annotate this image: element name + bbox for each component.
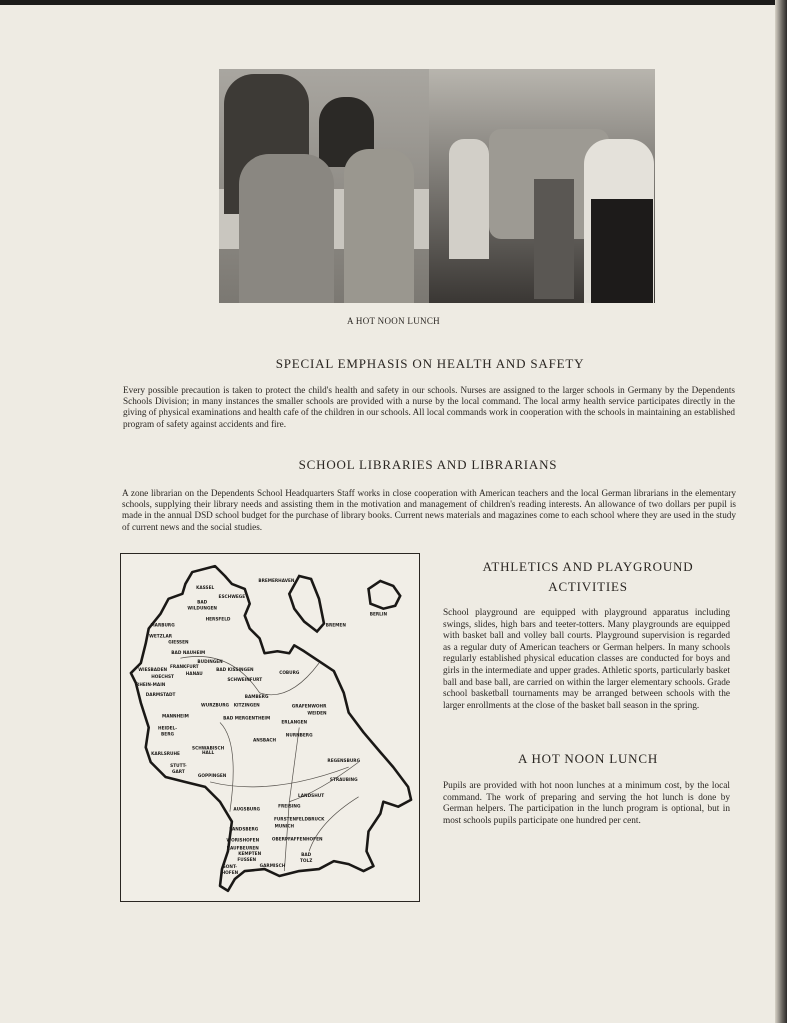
map-label-coburg: COBURG: [279, 671, 300, 677]
athletics-heading-line1: ATHLETICS AND PLAYGROUND: [482, 559, 694, 574]
health-safety-body: Every possible precaution is taken to protect the child's health and safety in our schools. Nurses are assigned to the larger schools in Germany by the Dependents Schools Division; in many instances the smaller schools are provided with a nurse by the local command. The local army health service participates directly in the giving of physical examinations and health cafe of the children in our schools. All local commands work in cooperation with the schools in maintaining an established program of safety against accidents and fire.: [123, 385, 735, 429]
scan-edge-top: [0, 0, 787, 5]
map-label-munich: MUNICH: [274, 824, 295, 830]
map-label-darmstadt: DARMSTADT: [145, 692, 176, 698]
map-label-wetzlar: WETZLAR: [149, 634, 173, 640]
map-label-worishofen: WORISHOFEN: [226, 838, 260, 844]
map-label-furstenfeldbruck: FURSTENFELDBRUCK: [273, 817, 325, 823]
map-label-wurzburg: WURZBURG: [201, 703, 230, 709]
map-label-grafenwohr: GRAFENWOHR: [291, 704, 327, 710]
map-label-berlin: BERLIN: [369, 612, 388, 618]
map-label-giessen: GIESSEN: [168, 640, 189, 646]
map-label-hofen: HOFEN: [221, 871, 239, 877]
photo-caption: A HOT NOON LUNCH: [347, 316, 440, 326]
athletics-heading-line2: ACTIVITIES: [548, 579, 628, 594]
map-label-kaufbeuren: KAUFBEUREN: [226, 846, 259, 852]
map-label-freising: FREISING: [278, 804, 301, 810]
map-label-bremen: BREMEN: [325, 623, 346, 629]
map-label-eschwege: ESCHWEGE: [218, 594, 246, 600]
map-label-regensburg: REGENSBURG: [327, 759, 361, 765]
map-label-bad: BAD: [197, 600, 208, 606]
map-label-bremerhaven: BREMERHAVEN: [258, 578, 295, 584]
map-label-landsberg: LANDSBERG: [229, 827, 259, 833]
map-label-bad-mergentheim: BAD MERGENTHEIM: [223, 716, 271, 722]
map-label-garmisch: GARMISCH: [259, 864, 286, 870]
map-label-goppingen: GOPPINGEN: [197, 773, 227, 779]
map-label-ansbach: ANSBACH: [252, 738, 277, 744]
map-label-nurnberg: NURNBERG: [285, 733, 313, 739]
lunch-heading: A HOT NOON LUNCH: [517, 751, 659, 766]
map-label-fussen: FUSSEN: [237, 858, 257, 864]
us-zone-schools-map: [120, 553, 420, 902]
map-label-heidel: HEIDEL-: [158, 726, 178, 732]
scan-edge-right: [775, 0, 787, 1023]
map-label-kempten: KEMPTEN: [238, 852, 262, 858]
map-label-hoechst: HOECHST: [151, 674, 174, 680]
map-label-tolz: TOLZ: [299, 859, 313, 865]
map-label-gart: GART: [172, 770, 185, 776]
map-label-bad-kissingen: BAD KISSINGEN: [216, 668, 254, 674]
map-label-marburg: MARBURG: [150, 623, 175, 629]
map-label-schwabisch: SCHWABISCH: [192, 746, 225, 752]
health-safety-heading: SPECIAL EMPHASIS ON HEALTH AND SAFETY: [275, 356, 585, 371]
map-label-stutt: STUTT-: [170, 764, 187, 770]
map-label-hersfeld: HERSFELD: [205, 617, 231, 623]
lunch-body: Pupils are provided with hot noon lunches at a minimum cost, by the local command. The work of preparing and serving the hot lunch is done by German helpers. The participation in the lunch program is optional, but in most schools pupils participate one hundred per cent.: [443, 781, 730, 826]
athletics-body: School playground are equipped with playground apparatus including swings, slides, high bars and teeter-totters. Many playgrounds are equipped with basket ball and volley ball courts. Playground supervision is regarded as a regular duty of American teachers or German helpers. In many schools regularly established physical education classes are conducted for boys and girls in the intermediate and upper grades. Athletic sports, particularly basket ball and base ball, are carried on within the larger elementary schools. Grade school basketball tournaments may be arranged between schools with the larger enrollments at the close of the basket ball season in the spring.: [443, 608, 730, 711]
map-label-berg: BERG: [161, 732, 174, 738]
map-label-karlsruhe: KARLSRUHE: [151, 752, 180, 758]
map-label-hall: HALL: [201, 751, 215, 757]
libraries-heading: SCHOOL LIBRARIES AND LIBRARIANS: [298, 457, 558, 472]
map-svg: [121, 554, 418, 900]
lunch-photo: [219, 69, 655, 303]
map-label-bamberg: BAMBERG: [244, 694, 269, 700]
map-label-wiesbaden: WIESBADEN: [138, 668, 168, 674]
map-label-kassel: KASSEL: [196, 585, 215, 591]
map-label-hanau: HANAU: [185, 672, 203, 678]
map-label-sont: SONT-: [222, 865, 238, 871]
map-label-budingen: BUDINGEN: [197, 660, 223, 666]
map-label-frankfurt: FRANKFURT: [170, 665, 199, 671]
map-label-schweinfurt: SCHWEINFURT: [227, 677, 263, 683]
map-label-augsburg: AUGSBURG: [233, 807, 261, 813]
map-label-bad: BAD: [301, 853, 312, 859]
berlin-outline: [369, 581, 401, 609]
map-label-mannheim: MANNHEIM: [161, 714, 189, 720]
map-label-bad-nauheim: BAD NAUHEIM: [171, 651, 206, 657]
map-label-oberpfaffenhofen: OBERPFAFFENHOFEN: [271, 837, 323, 843]
map-label-wildungen: WILDUNGEN: [187, 606, 217, 612]
map-label-weiden: WEIDEN: [307, 711, 327, 717]
map-label-kitzingen: KITZINGEN: [233, 703, 260, 709]
map-label-rhein-main: RHEIN-MAIN: [136, 682, 166, 688]
libraries-body: A zone librarian on the Dependents School Headquarters Staff works in close cooperation with American teachers and the local German librarians in the elementary schools, supplying their library needs and assisting them in the motivation and management of children's reading interests. An allowance of two dollars per pupil is made in the annual DSD school budget for the purchase of library books. Current news materials and magazines come to each school where they are used in the study of current news and the social studies.: [122, 488, 736, 532]
map-label-straubing: STRAUBING: [329, 777, 358, 783]
map-label-landshut: LANDSHUT: [298, 793, 325, 799]
bremen-enclave: [289, 576, 324, 631]
map-label-erlangen: ERLANGEN: [281, 720, 308, 726]
